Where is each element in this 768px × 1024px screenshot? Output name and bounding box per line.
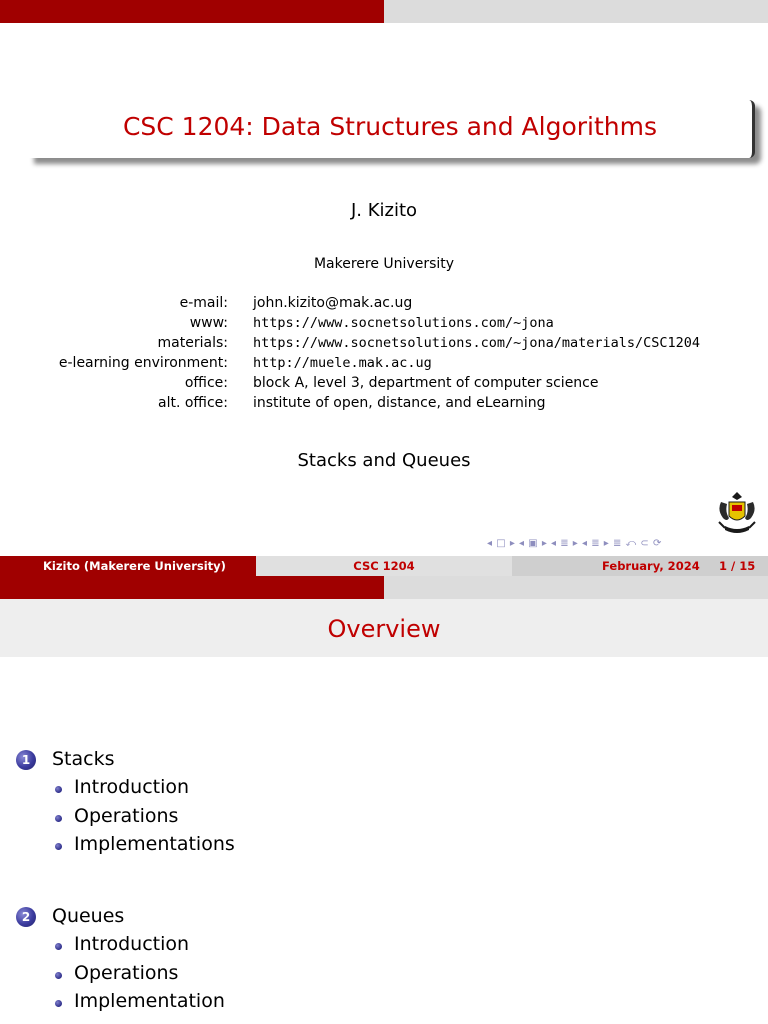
header-bar-left-2 [0,576,384,599]
info-row-www [0,315,768,335]
institute: Makerere University [313,256,455,272]
info-key: www: [189,315,228,331]
header-bar-right [384,0,768,23]
info-row-alt-office [0,395,768,415]
bullet-icon [55,943,62,950]
footer-page-number: 1 / 15 [719,559,756,573]
beamer-navigation-icons[interactable]: ◂ □ ▸ ◂ ▣ ▸ ◂ ≣ ▸ ◂ ≣ ▸ ≣ ⤺ ⊂ ⟳ [487,538,662,549]
info-value: http://muele.mak.ac.ug [253,355,432,371]
footer-course: CSC 1204 [353,559,415,573]
footer-author-box [0,556,256,576]
section-number-badge: 1 [16,750,36,770]
info-key: e-mail: [179,295,228,311]
presentation-topic: Stacks and Queues [297,450,471,471]
section-label: Queues [52,905,125,927]
info-value: institute of open, distance, and eLearning [253,395,546,411]
info-key: office: [184,375,228,391]
section-number-badge: 2 [16,907,36,927]
info-value: block A, level 3, department of computer science [253,375,599,391]
subsection-label: Introduction [74,933,190,955]
info-value: https://www.socnetsolutions.com/~jona [253,315,554,331]
info-row-email [0,295,768,315]
section-label: Stacks [52,748,115,770]
university-crest-icon [711,488,763,536]
footer-author: Kizito (Makerere University) [43,559,226,573]
info-row-elearning [0,355,768,375]
subsection-label: Introduction [74,776,190,798]
info-key: e-learning environment: [58,355,228,371]
bullet-icon [55,815,62,822]
frame-title: Overview [327,615,441,643]
author: J. Kizito [350,200,418,221]
footer-date-box [512,556,768,576]
header-bar-left [0,0,384,23]
subsection-label: Operations [74,805,179,827]
title-box [28,100,755,158]
info-key: materials: [157,335,228,351]
bullet-icon [55,786,62,793]
slide-title: CSC 1204: Data Structures and Algorithms [122,112,658,141]
footer-course-box [256,556,512,576]
frame-title-bar [0,599,768,657]
header-bar-right-2 [384,576,768,599]
info-key: alt. office: [158,395,228,411]
info-row-materials [0,335,768,355]
footer [0,556,768,576]
bullet-icon [55,972,62,979]
info-value: https://www.socnetsolutions.com/~jona/materials/CSC1204 [253,335,701,351]
subsection-label: Operations [74,962,179,984]
subsection-label: Implementation [74,990,225,1012]
contact-info [0,295,768,415]
info-row-office [0,375,768,395]
subsection-label: Implementations [74,833,235,855]
bullet-icon [55,1000,62,1007]
bullet-icon [55,843,62,850]
footer-date: February, 2024 [602,559,700,573]
info-value: john.kizito@mak.ac.ug [253,295,413,311]
